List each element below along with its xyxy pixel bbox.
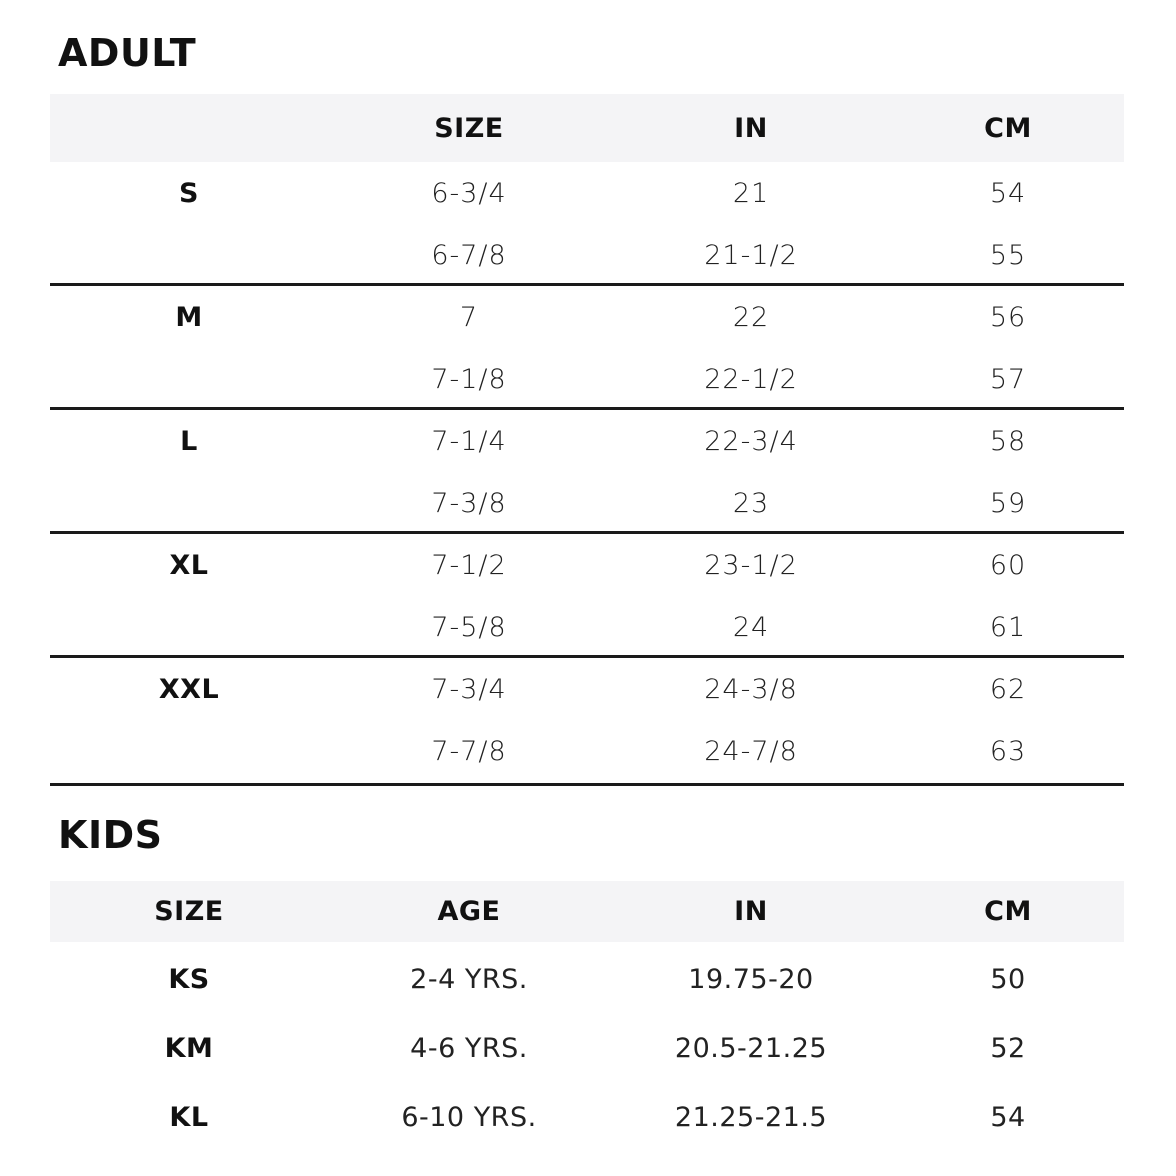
size-group-s [50, 162, 1124, 286]
hat-size: 6-3/4 [431, 177, 507, 209]
centimeters: 56 [989, 301, 1027, 333]
inches: 21 [732, 177, 770, 209]
hat-size: 7-3/4 [431, 673, 507, 705]
size-group-m [50, 286, 1124, 410]
inches: 22-3/4 [704, 425, 798, 457]
hat-size: 7-1/8 [431, 363, 507, 395]
inches: 21.25-21.5 [674, 1102, 828, 1133]
size-label: S [179, 177, 199, 209]
centimeters: 59 [989, 487, 1027, 519]
table-row [50, 720, 1124, 782]
hat-size: 7-1/4 [431, 425, 507, 457]
kids-size: KS [168, 964, 210, 995]
inches: 24-7/8 [704, 735, 798, 767]
size-label: L [180, 425, 198, 457]
hat-size: 7-7/8 [431, 735, 507, 767]
size-group-xxl [50, 658, 1124, 786]
centimeters: 50 [990, 964, 1026, 995]
hat-size: 7 [459, 301, 479, 333]
kids-size: KM [164, 1033, 214, 1064]
kids-size: KL [169, 1102, 209, 1133]
inches: 19.75-20 [688, 964, 814, 995]
table-row [50, 348, 1124, 410]
centimeters: 52 [990, 1033, 1026, 1064]
inches: 24 [732, 611, 770, 643]
kids-header-size: SIZE [154, 896, 224, 927]
kids-table-header [50, 881, 1124, 942]
table-row [50, 1014, 1124, 1083]
centimeters: 54 [990, 1102, 1026, 1133]
hat-size: 7-5/8 [431, 611, 507, 643]
centimeters: 55 [989, 239, 1027, 271]
size-group-l [50, 410, 1124, 534]
kids-size-table [50, 881, 1124, 1152]
table-row [50, 286, 1124, 348]
kids-age: 4-6 YRS. [410, 1033, 528, 1064]
adult-title: ADULT [58, 31, 197, 75]
table-row [50, 410, 1124, 472]
size-label: XL [169, 549, 209, 581]
size-label: M [175, 301, 203, 333]
hat-size: 6-7/8 [431, 239, 507, 271]
kids-header-age: AGE [437, 896, 501, 927]
table-row [50, 224, 1124, 286]
centimeters: 63 [989, 735, 1027, 767]
table-row [50, 534, 1124, 596]
table-row [50, 162, 1124, 224]
kids-age: 6-10 YRS. [401, 1102, 537, 1133]
centimeters: 60 [989, 549, 1027, 581]
adult-header-size: SIZE [434, 112, 504, 144]
centimeters: 62 [989, 673, 1027, 705]
centimeters: 61 [989, 611, 1027, 643]
adult-header-cm: CM [984, 112, 1032, 144]
kids-header-in: IN [734, 896, 768, 927]
adult-header-label [50, 94, 328, 162]
kids-header-cm: CM [984, 896, 1032, 927]
table-row [50, 1083, 1124, 1152]
centimeters: 57 [989, 363, 1027, 395]
kids-age: 2-4 YRS. [410, 964, 528, 995]
adult-table-header [50, 94, 1124, 162]
inches: 22 [732, 301, 770, 333]
inches: 20.5-21.25 [674, 1033, 828, 1064]
size-group-xl [50, 534, 1124, 658]
inches: 23 [732, 487, 770, 519]
centimeters: 54 [989, 177, 1027, 209]
inches: 24-3/8 [704, 673, 798, 705]
table-row [50, 658, 1124, 720]
table-row [50, 596, 1124, 658]
size-label: XXL [158, 673, 220, 705]
inches: 21-1/2 [704, 239, 798, 271]
hat-size: 7-1/2 [431, 549, 507, 581]
table-row [50, 472, 1124, 534]
adult-size-table [50, 94, 1124, 786]
table-row [50, 945, 1124, 1014]
inches: 23-1/2 [704, 549, 798, 581]
kids-title: KIDS [58, 813, 163, 857]
centimeters: 58 [989, 425, 1027, 457]
adult-header-in: IN [734, 112, 768, 144]
hat-size: 7-3/8 [431, 487, 507, 519]
inches: 22-1/2 [704, 363, 798, 395]
